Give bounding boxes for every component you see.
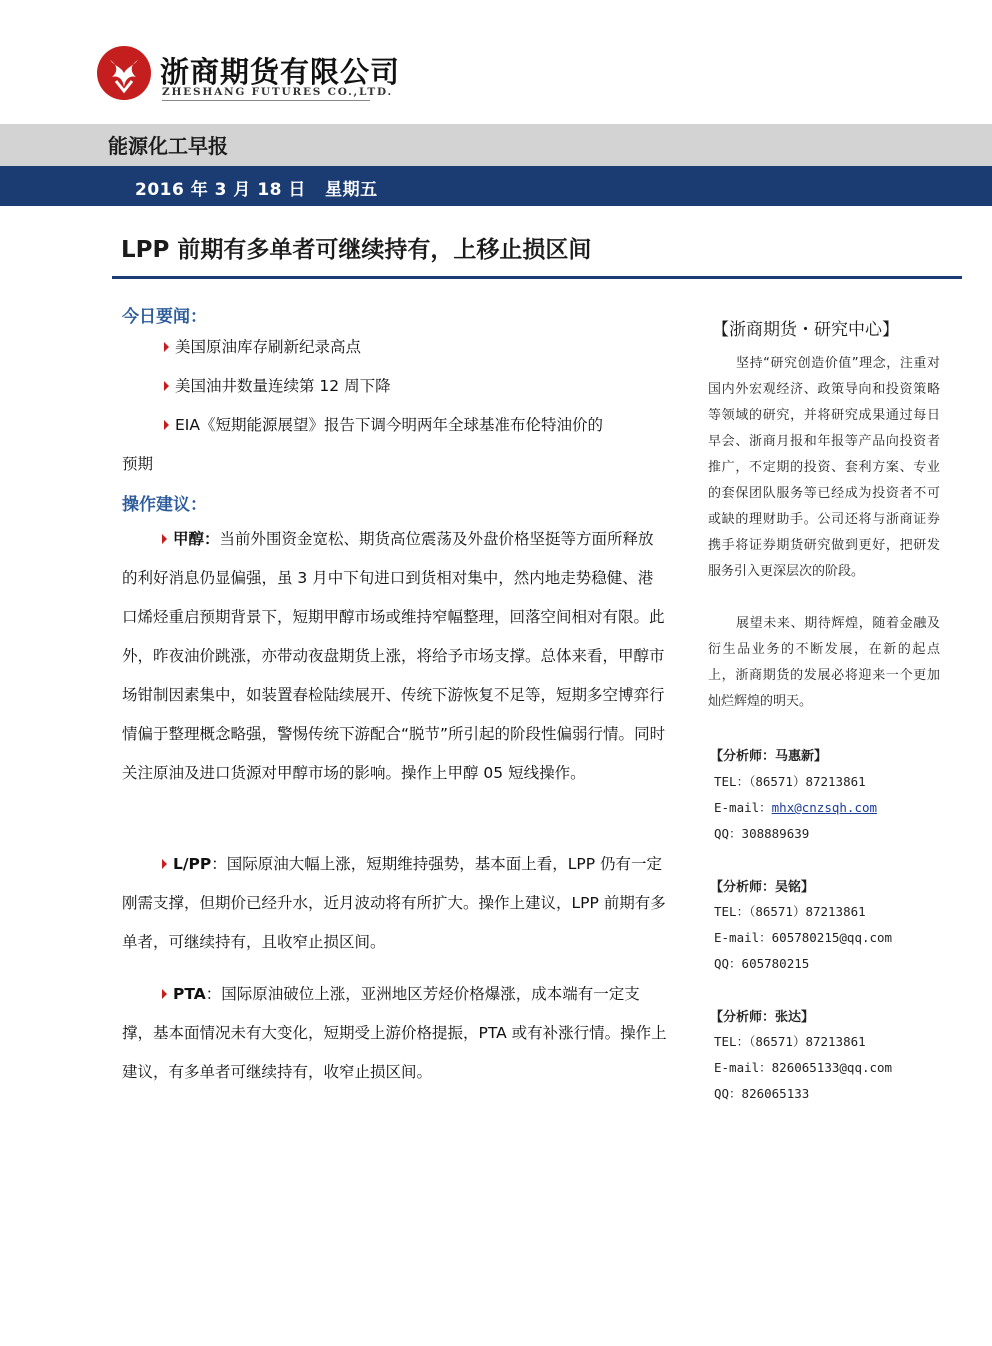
analyst-email-link[interactable]: mhx@cnzsqh.com	[771, 800, 878, 815]
analyst-tel: TEL：（86571）87213861	[714, 904, 866, 919]
headline-divider	[112, 276, 962, 279]
bullet-icon	[162, 534, 167, 544]
analyst-name: 【分析师：张达】	[710, 1010, 815, 1025]
analyst-email-label: E-mail：	[714, 800, 772, 815]
bullet-icon	[164, 381, 169, 391]
report-date: 2016 年 3 月 18 日 星期五	[135, 180, 378, 200]
news-item	[164, 413, 603, 435]
analyst-email-text[interactable]: 826065133@qq.com	[771, 1060, 893, 1075]
news-item-text: 美国油井数量连续第 12 周下降	[175, 377, 391, 395]
lpp-label: L/PP	[173, 855, 212, 873]
research-center-intro: 坚持“研究创造价值”理念，注重对国内外宏观经济、政策导向和投资策略等领域的研究，并将研究成果通过每日早会、浙商月报和年报等产品向投资者推广，不定期的投资、套利方案、专业的套保团队服务等已经成为投资者不可或缺的理财助手。公司还将与浙商证券携手将证券期货研究做到更好，把研发服务引入更深层次的阶段。	[708, 356, 940, 579]
lpp-text: ：国际原油大幅上涨，短期维持强势，基本面上看，LPP 仍有一定刚需支撑，但期价已经升水，近月波动将有所扩大。操作上建议，LPP 前期有多单者，可继续持有，且收窄止损区间。	[122, 855, 666, 951]
report-headline: LPP 前期有多单者可继续持有，上移止损区间	[121, 237, 592, 263]
methanol-label: 甲醇：	[173, 530, 220, 548]
analyst-email-text[interactable]: 605780215@qq.com	[771, 930, 893, 945]
company-name-cn: 浙商期货有限公司	[160, 55, 401, 89]
bullet-icon	[162, 989, 167, 999]
news-section-title: 今日要闻：	[122, 307, 207, 327]
analyst-email-row	[714, 928, 892, 946]
advice-section-title: 操作建议：	[122, 495, 207, 515]
analyst-tel: TEL：（86571）87213861	[714, 774, 866, 789]
analyst-email-label: E-mail：	[714, 930, 772, 945]
company-logo-icon	[96, 45, 152, 101]
research-center-title: 【浙商期货・研究中心】	[712, 320, 899, 340]
methanol-paragraph	[122, 520, 667, 793]
pta-label: PTA	[173, 985, 206, 1003]
pta-text: ：国际原油破位上涨，亚洲地区芳烃价格爆涨，成本端有一定支撑，基本面情况未有大变化，短期受上游价格提振，PTA 或有补涨行情。操作上建议，有多单者可继续持有，收窄止损区间。	[122, 985, 667, 1081]
news-item	[164, 374, 391, 396]
logo-divider	[162, 100, 370, 101]
company-name-en: ZHESHANG FUTURES CO.,LTD.	[162, 86, 393, 98]
analyst-name: 【分析师：吴铭】	[710, 880, 815, 895]
news-item-continuation: 预期	[122, 455, 154, 473]
bullet-icon	[164, 420, 169, 430]
analyst-tel: TEL：（86571）87213861	[714, 1034, 866, 1049]
analyst-name: 【分析师：马惠新】	[710, 749, 828, 764]
analyst-qq: QQ：826065133	[714, 1086, 810, 1101]
lpp-paragraph	[122, 845, 667, 962]
news-item	[164, 335, 361, 357]
methanol-text: 当前外围资金宽松、期货高位震荡及外盘价格坚挺等方面所释放的利好消息仍显偏强，虽 3 月中下旬进口到货相对集中，然内地走势稳健、港口烯烃重启预期背景下，短期甲醇市场或维持窄幅整理，回落空间相对有限。此外，昨夜油价跳涨，亦带动夜盘期货上涨，将给予市场支撑。总体来看，甲醇市场钳制因素集中，如装置春检陆续展开、传统下游恢复不足等，短期多空博弈行情偏于整理概念略强，警惕传统下游配合“脱节”所引起的阶段性偏弱行情。同时关注原油及进口货源对甲醇市场的影响。操作上甲醇 05 短线操作。	[122, 530, 666, 782]
analyst-qq: QQ：308889639	[714, 826, 810, 841]
bullet-icon	[164, 342, 169, 352]
news-item-text: EIA《短期能源展望》报告下调今明两年全球基准布伦特油价的	[175, 416, 603, 434]
pta-paragraph	[122, 975, 667, 1092]
bullet-icon	[162, 859, 167, 869]
analyst-email-label: E-mail：	[714, 1060, 772, 1075]
analyst-qq: QQ：605780215	[714, 956, 810, 971]
report-type: 能源化工早报	[108, 134, 228, 158]
research-center-outlook: 展望未来、期待辉煌，随着金融及衍生品业务的不断发展，在新的起点上，浙商期货的发展必将迎来一个更加灿烂辉煌的明天。	[708, 616, 940, 709]
analyst-email-row	[714, 798, 877, 816]
news-item-text: 美国原油库存刷新纪录高点	[175, 338, 362, 356]
analyst-email-row	[714, 1058, 892, 1076]
